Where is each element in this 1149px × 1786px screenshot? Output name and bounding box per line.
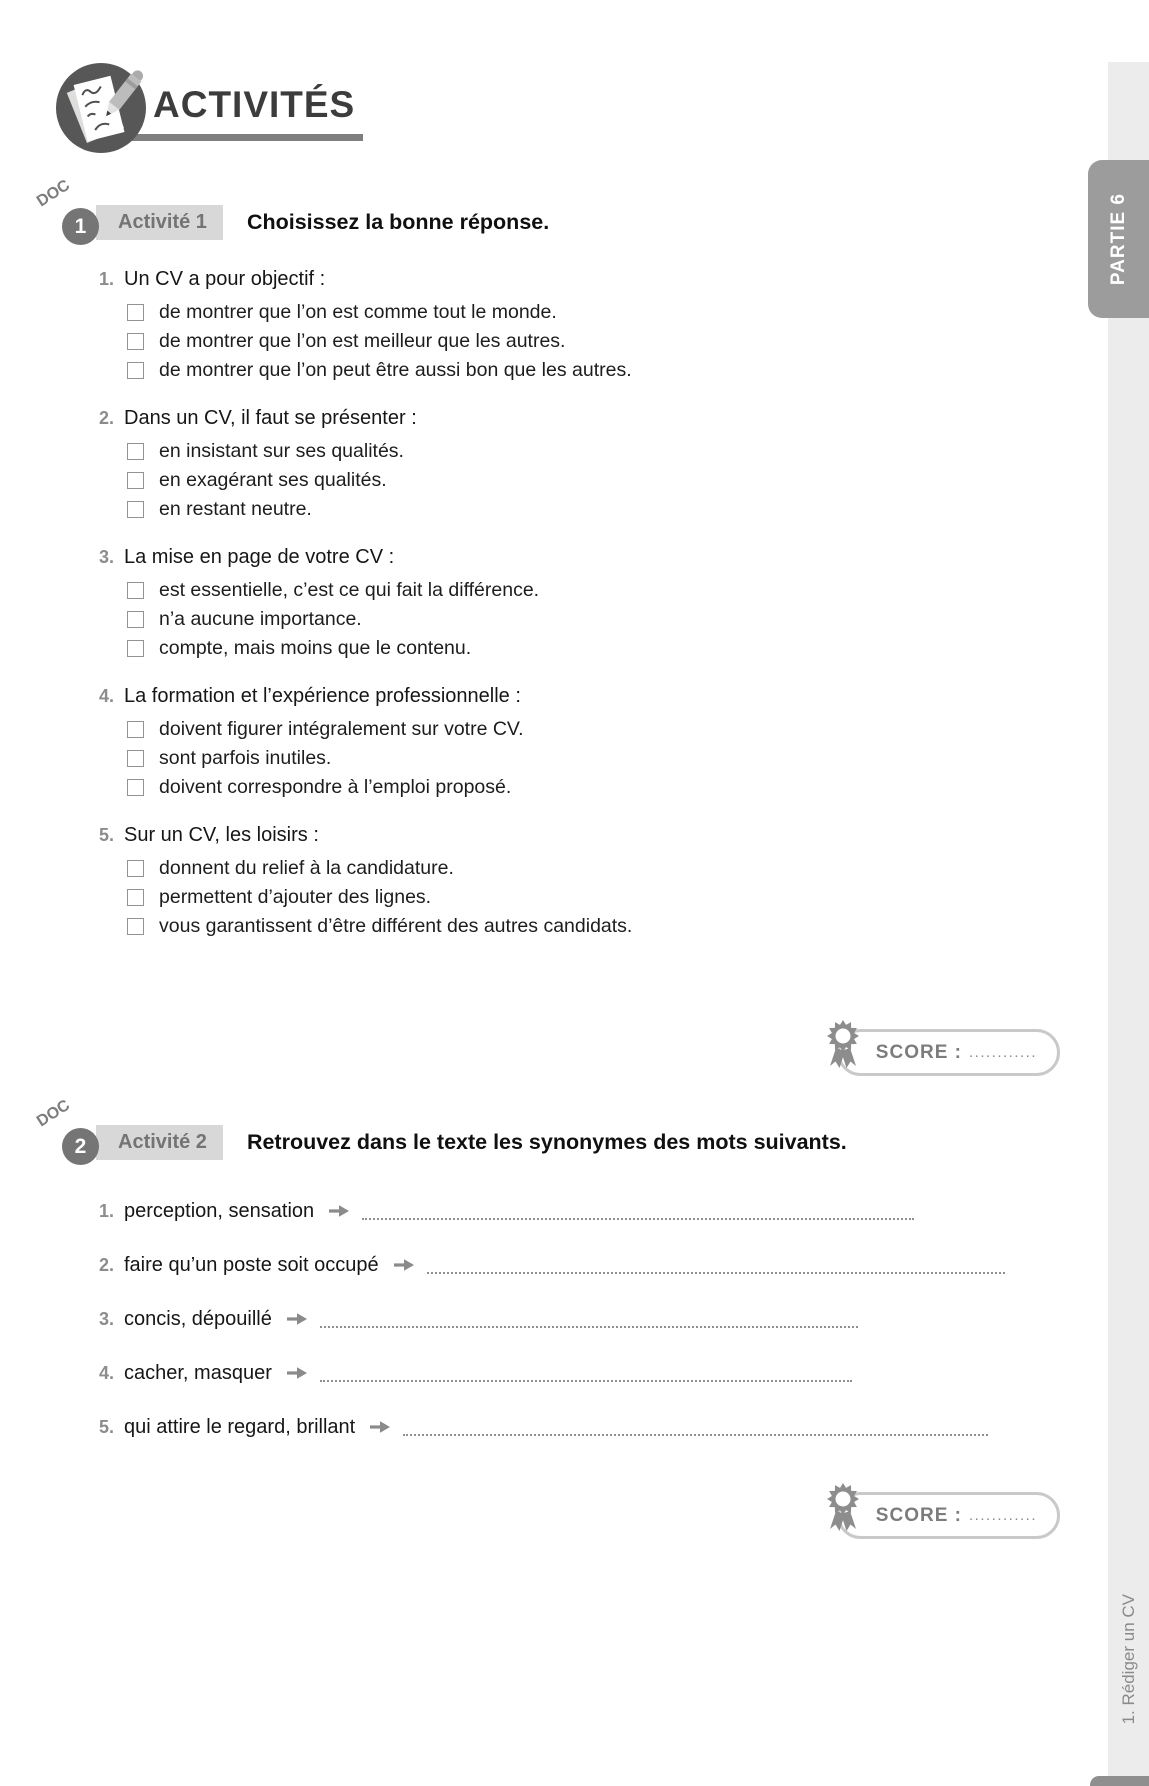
answer-option [127,356,1009,385]
doc-badge-1 [33,176,100,246]
arrow-right-icon [286,1366,308,1380]
activity1-badge: Activité 1 [96,205,223,240]
checkbox[interactable] [127,750,144,767]
answer-option [127,327,1009,356]
arrow-right-icon [369,1420,391,1434]
question-text: Dans un CV, il faut se présenter : [124,407,417,429]
answer-option [127,854,1009,883]
answer-option [127,298,1009,327]
option-label: vous garantissent d’être différent des autres candidats. [159,915,633,937]
doc-label: DOC [33,1096,74,1131]
checkbox[interactable] [127,611,144,628]
option-label: doivent correspondre à l’emploi proposé. [159,776,512,798]
question-number: 5. [99,825,115,845]
option-label: sont parfois inutiles. [159,747,332,769]
item-text: perception, sensation [124,1199,315,1222]
option-label: n’a aucune importance. [159,608,362,630]
question-5 [99,824,1009,941]
question-text: Un CV a pour objectif : [124,268,326,290]
checkbox[interactable] [127,443,144,460]
answer-option [127,744,1009,773]
answer-option [127,437,1009,466]
score-label: SCORE : [875,1041,962,1063]
checkbox[interactable] [127,333,144,350]
question-number: 4. [99,686,115,706]
doc-number: 1 [62,208,99,245]
checkbox[interactable] [127,472,144,489]
item-text: cacher, masquer [124,1361,272,1384]
synonym-item-3 [99,1306,1149,1332]
answer-blank[interactable] [427,1257,1005,1274]
option-label: de montrer que l’on est comme tout le monde. [159,301,557,323]
question-4 [99,685,1009,802]
arrow-right-icon [286,1312,308,1326]
item-text: faire qu’un poste soit occupé [124,1253,379,1276]
doc-number: 2 [62,1128,99,1165]
page-corner-tab [1090,1776,1149,1786]
arrow-right-icon [393,1258,415,1272]
option-label: compte, mais moins que le contenu. [159,637,472,659]
question-text: Sur un CV, les loisirs : [124,824,319,846]
checkbox[interactable] [127,362,144,379]
question-text: La formation et l’expérience professionnelle : [124,685,521,707]
arrow-right-icon [328,1204,350,1218]
score-blank[interactable]: ............ [968,1507,1037,1524]
option-label: permettent d’ajouter des lignes. [159,886,432,908]
checkbox[interactable] [127,582,144,599]
score-badge [837,1492,1060,1539]
checkbox[interactable] [127,860,144,877]
option-label: en insistant sur ses qualités. [159,440,404,462]
answer-blank[interactable] [320,1365,852,1382]
synonym-item-2 [99,1252,1149,1278]
checkbox[interactable] [127,304,144,321]
sidebar-strip [1108,62,1149,1786]
option-label: en exagérant ses qualités. [159,469,387,491]
option-label: en restant neutre. [159,498,312,520]
header-underline [113,134,363,141]
question-1 [99,268,1009,385]
answer-option [127,605,1009,634]
partie-tab-label: PARTIE 6 [1107,192,1129,286]
checkbox[interactable] [127,779,144,796]
item-text: concis, dépouillé [124,1307,272,1330]
answer-blank[interactable] [403,1419,988,1436]
award-rosette-icon [823,1481,863,1533]
page-content [0,62,1149,1539]
synonym-item-4 [99,1360,1149,1386]
page-title: ACTIVITÉS [153,84,356,125]
checkbox[interactable] [127,918,144,935]
question-3 [99,546,1009,663]
item-number: 2. [99,1254,115,1275]
score-blank[interactable]: ............ [968,1044,1037,1061]
activities-header [55,62,485,158]
synonym-item-1 [99,1198,1149,1224]
question-number: 3. [99,547,115,567]
option-label: de montrer que l’on est meilleur que les autres. [159,330,566,352]
option-label: est essentielle, c’est ce qui fait la différence. [159,579,540,601]
checkbox[interactable] [127,501,144,518]
activity1-header [33,176,1149,246]
checkbox[interactable] [127,889,144,906]
score-badge [837,1029,1060,1076]
question-number: 1. [99,269,115,289]
score-label: SCORE : [875,1504,962,1526]
answer-option [127,634,1009,663]
synonym-list [99,1198,1149,1440]
activity2-badge: Activité 2 [96,1125,223,1160]
doc-label: DOC [33,176,74,211]
option-label: de montrer que l’on peut être aussi bon que les autres. [159,359,632,381]
answer-blank[interactable] [320,1311,858,1328]
answer-option [127,773,1009,802]
chapter-vertical-label: 1. Rédiger un CV [1118,1593,1138,1725]
question-2 [99,407,1009,524]
answer-option [127,715,1009,744]
checkbox[interactable] [127,721,144,738]
item-number: 1. [99,1200,115,1221]
item-number: 4. [99,1362,115,1383]
answer-option [127,495,1009,524]
option-label: donnent du relief à la candidature. [159,857,454,879]
doc-badge-2 [33,1096,100,1166]
activity1-title: Choisissez la bonne réponse. [246,209,550,234]
question-list [99,268,1009,941]
answer-option [127,466,1009,495]
activity2-header [33,1096,1149,1166]
question-number: 2. [99,408,115,428]
activity2-title: Retrouvez dans le texte les synonymes des mots suivants. [246,1129,847,1154]
answer-option [127,576,1009,605]
answer-blank[interactable] [362,1203,914,1220]
item-number: 3. [99,1308,115,1329]
question-text: La mise en page de votre CV : [124,546,395,568]
award-rosette-icon [823,1018,863,1070]
answer-option [127,883,1009,912]
pencil-paper-icon [55,62,147,159]
synonym-item-5 [99,1414,1149,1440]
item-number: 5. [99,1416,115,1437]
checkbox[interactable] [127,640,144,657]
item-text: qui attire le regard, brillant [124,1415,356,1438]
answer-option [127,912,1009,941]
option-label: doivent figurer intégralement sur votre CV. [159,718,524,740]
